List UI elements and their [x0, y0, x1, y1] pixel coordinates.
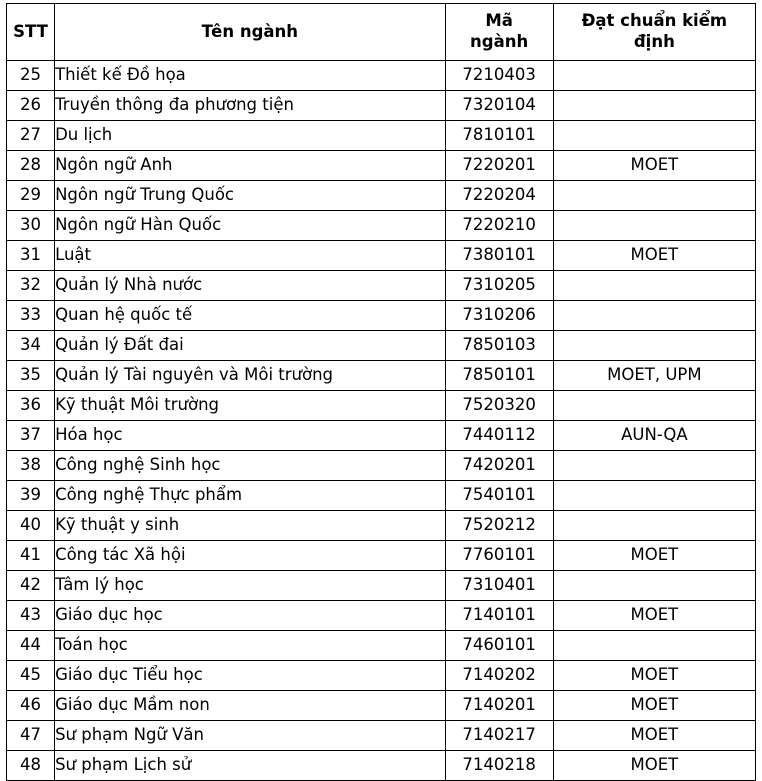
cell-major-name: Công nghệ Sinh học — [55, 451, 446, 481]
cell-stt: 38 — [7, 451, 55, 481]
table-header — [7, 4, 756, 61]
cell-major-name: Thiết kế Đồ họa — [55, 61, 446, 91]
cell-accreditation — [553, 631, 755, 661]
cell-accreditation: MOET — [553, 541, 755, 571]
cell-major-code: 7140217 — [445, 721, 553, 751]
cell-accreditation — [553, 211, 755, 241]
cell-major-code: 7140201 — [445, 691, 553, 721]
cell-stt: 42 — [7, 571, 55, 601]
cell-accreditation: MOET — [553, 721, 755, 751]
table-row — [7, 661, 756, 691]
cell-major-name: Luật — [55, 241, 446, 271]
cell-major-code: 7460101 — [445, 631, 553, 661]
table-row — [7, 271, 756, 301]
cell-major-code: 7850103 — [445, 331, 553, 361]
column-header-accreditation-line1: Đạt chuẩn kiểm — [581, 11, 728, 31]
cell-major-name: Ngôn ngữ Trung Quốc — [55, 181, 446, 211]
cell-accreditation: MOET — [553, 661, 755, 691]
cell-stt: 35 — [7, 361, 55, 391]
column-header-major-code-line2: ngành — [470, 32, 529, 51]
cell-major-name: Du lịch — [55, 121, 446, 151]
cell-major-code: 7810101 — [445, 121, 553, 151]
cell-accreditation: MOET, UPM — [553, 361, 755, 391]
cell-stt: 27 — [7, 121, 55, 151]
table-row — [7, 61, 756, 91]
cell-major-name: Sư phạm Ngữ Văn — [55, 721, 446, 751]
cell-major-name: Quản lý Tài nguyên và Môi trường — [55, 361, 446, 391]
cell-major-code: 7540101 — [445, 481, 553, 511]
cell-major-code: 7220201 — [445, 151, 553, 181]
cell-stt: 41 — [7, 541, 55, 571]
cell-accreditation — [553, 301, 755, 331]
cell-major-name: Quản lý Nhà nước — [55, 271, 446, 301]
cell-major-name: Quan hệ quốc tế — [55, 301, 446, 331]
table-header-row — [7, 4, 756, 61]
cell-major-name: Giáo dục học — [55, 601, 446, 631]
table-body — [7, 61, 756, 781]
cell-accreditation: MOET — [553, 751, 755, 781]
cell-major-code: 7420201 — [445, 451, 553, 481]
column-header-major-code-line1: Mã — [485, 11, 513, 31]
table-row — [7, 301, 756, 331]
majors-table — [6, 3, 756, 781]
table-row — [7, 181, 756, 211]
table-row — [7, 121, 756, 151]
cell-major-name: Truyền thông đa phương tiện — [55, 91, 446, 121]
table-row — [7, 721, 756, 751]
cell-major-name: Giáo dục Mầm non — [55, 691, 446, 721]
table-row — [7, 211, 756, 241]
cell-stt: 33 — [7, 301, 55, 331]
table-row — [7, 691, 756, 721]
cell-accreditation: MOET — [553, 601, 755, 631]
cell-major-code: 7440112 — [445, 421, 553, 451]
cell-accreditation — [553, 511, 755, 541]
table-row — [7, 91, 756, 121]
cell-stt: 39 — [7, 481, 55, 511]
column-header-stt: STT — [7, 4, 55, 61]
cell-stt: 29 — [7, 181, 55, 211]
cell-accreditation — [553, 91, 755, 121]
table-row — [7, 331, 756, 361]
table-row — [7, 601, 756, 631]
cell-accreditation — [553, 271, 755, 301]
cell-accreditation — [553, 181, 755, 211]
cell-major-name: Giáo dục Tiểu học — [55, 661, 446, 691]
cell-stt: 25 — [7, 61, 55, 91]
cell-major-code: 7310205 — [445, 271, 553, 301]
table-row — [7, 151, 756, 181]
table-row — [7, 481, 756, 511]
cell-major-code: 7310401 — [445, 571, 553, 601]
table-row — [7, 391, 756, 421]
cell-stt: 30 — [7, 211, 55, 241]
cell-major-name: Kỹ thuật Môi trường — [55, 391, 446, 421]
cell-major-name: Tâm lý học — [55, 571, 446, 601]
column-header-major-code — [445, 4, 553, 61]
cell-major-code: 7140218 — [445, 751, 553, 781]
cell-accreditation: AUN-QA — [553, 421, 755, 451]
cell-major-name: Công nghệ Thực phẩm — [55, 481, 446, 511]
cell-major-name: Toán học — [55, 631, 446, 661]
cell-stt: 45 — [7, 661, 55, 691]
cell-stt: 46 — [7, 691, 55, 721]
cell-stt: 44 — [7, 631, 55, 661]
cell-major-name: Quản lý Đất đai — [55, 331, 446, 361]
cell-major-code: 7760101 — [445, 541, 553, 571]
cell-accreditation — [553, 331, 755, 361]
cell-major-code: 7140202 — [445, 661, 553, 691]
cell-stt: 43 — [7, 601, 55, 631]
cell-major-code: 7210403 — [445, 61, 553, 91]
cell-major-code: 7310206 — [445, 301, 553, 331]
cell-accreditation — [553, 391, 755, 421]
cell-stt: 36 — [7, 391, 55, 421]
cell-major-name: Sư phạm Lịch sử — [55, 751, 446, 781]
table-row — [7, 751, 756, 781]
cell-major-code: 7320104 — [445, 91, 553, 121]
cell-stt: 31 — [7, 241, 55, 271]
cell-accreditation — [553, 61, 755, 91]
cell-major-name: Ngôn ngữ Anh — [55, 151, 446, 181]
table-row — [7, 241, 756, 271]
cell-stt: 34 — [7, 331, 55, 361]
cell-major-name: Công tác Xã hội — [55, 541, 446, 571]
table-row — [7, 421, 756, 451]
cell-major-code: 7220204 — [445, 181, 553, 211]
cell-stt: 40 — [7, 511, 55, 541]
cell-accreditation: MOET — [553, 151, 755, 181]
cell-major-code: 7380101 — [445, 241, 553, 271]
cell-accreditation: MOET — [553, 691, 755, 721]
cell-accreditation — [553, 121, 755, 151]
cell-accreditation — [553, 571, 755, 601]
cell-stt: 32 — [7, 271, 55, 301]
cell-stt: 47 — [7, 721, 55, 751]
cell-stt: 28 — [7, 151, 55, 181]
cell-accreditation: MOET — [553, 241, 755, 271]
table-row — [7, 631, 756, 661]
cell-major-code: 7140101 — [445, 601, 553, 631]
column-header-accreditation-line2: định — [633, 32, 675, 51]
cell-stt: 26 — [7, 91, 55, 121]
cell-stt: 48 — [7, 751, 55, 781]
table-row — [7, 571, 756, 601]
cell-major-code: 7850101 — [445, 361, 553, 391]
table-row — [7, 361, 756, 391]
cell-major-name: Hóa học — [55, 421, 446, 451]
cell-major-code: 7520320 — [445, 391, 553, 421]
cell-major-code: 7220210 — [445, 211, 553, 241]
table-row — [7, 541, 756, 571]
cell-major-name: Ngôn ngữ Hàn Quốc — [55, 211, 446, 241]
cell-accreditation — [553, 451, 755, 481]
table-row — [7, 511, 756, 541]
column-header-accreditation — [553, 4, 755, 61]
cell-major-code: 7520212 — [445, 511, 553, 541]
cell-accreditation — [553, 481, 755, 511]
cell-major-name: Kỹ thuật y sinh — [55, 511, 446, 541]
table-row — [7, 451, 756, 481]
cell-stt: 37 — [7, 421, 55, 451]
column-header-major-name: Tên ngành — [55, 4, 446, 61]
